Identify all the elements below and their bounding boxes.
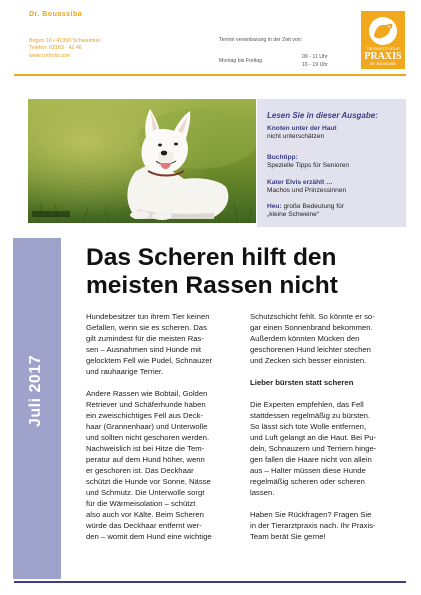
text-line: Team berät Sie gerne! xyxy=(250,532,326,541)
article-subheading: Lieber bürsten statt scheren xyxy=(250,378,354,387)
paragraph xyxy=(250,399,406,498)
text-line: Haben Sie Rückfragen? Fragen Sie xyxy=(250,510,372,519)
hours-title: Termin vereinbarung in der Zeit von: xyxy=(219,37,303,43)
paragraph xyxy=(86,311,240,377)
text-line: gen fallen die Haare nicht von allein xyxy=(250,455,372,464)
hours-days: Montag bis Freitag xyxy=(219,58,262,64)
text-line: gar einen Sonnenbrand bekommen. xyxy=(250,323,373,332)
article-column-right xyxy=(250,311,406,553)
issue-item-highlight: Knoten unter der Haut xyxy=(267,125,337,132)
hours-evening: 16 - 19 Uhr xyxy=(302,61,328,68)
issue-item[interactable] xyxy=(267,203,344,220)
article-column-left xyxy=(86,311,240,553)
headline-line-2: meisten Rassen nicht xyxy=(86,272,338,299)
pet-silhouette-icon xyxy=(368,16,398,46)
text-line: Hundebesitzer tun ihrem Tier keinen xyxy=(86,312,210,321)
text-line: sen – Ausnahmen sind Hunde mit xyxy=(86,345,201,354)
text-line: peratur auf dem Hund höher, wenn xyxy=(86,455,205,464)
text-line: So lässt sich tote Wolle entfernen, xyxy=(250,422,367,431)
dog-photo xyxy=(28,99,256,223)
text-line: und rauhaarige Terrier. xyxy=(86,367,164,376)
text-line: Andere Rassen wie Bobtail, Golden xyxy=(86,389,208,398)
hours-morning: 09 - 11 Uhr xyxy=(302,54,328,60)
issue-item-highlight: Heu: xyxy=(267,203,282,210)
practice-address xyxy=(29,38,100,60)
headline-line-1: Das Scheren hilft den xyxy=(86,244,337,271)
text-line: und Schmutz. Die Unterwolle sorgt xyxy=(86,488,205,497)
text-line: aus – Halter müssen diese Hunde xyxy=(250,466,366,475)
issue-item-text: Machos und Prinzessinnen xyxy=(267,187,347,195)
text-line: Retriever und Schäferhunde haben xyxy=(86,400,206,409)
text-line: stattdessen regelmäßig zu bürsten. xyxy=(250,411,371,420)
text-line: schützt die Hunde vor Sonne, Nässe xyxy=(86,477,211,486)
paragraph xyxy=(86,388,240,542)
practice-logo xyxy=(361,11,405,69)
text-line: er geschoren ist. Das Deckhaar xyxy=(86,466,194,475)
text-line: für die Wärmeisolation – schützt xyxy=(86,499,196,508)
text-line: und Luft gelangt an die Haut. Bei Pu- xyxy=(250,433,377,442)
text-line: Die Experten empfehlen, das Fell xyxy=(250,400,364,409)
hours-times xyxy=(302,54,328,70)
text-line: regelmäßig scheren oder scheren xyxy=(250,477,365,486)
logo-line-3: DR. BOUASSIBA xyxy=(369,62,397,66)
text-line: und sollten nicht geschoren werden. xyxy=(86,433,210,442)
issue-item[interactable] xyxy=(267,154,349,171)
text-line: in der Tierarztpraxis nach. Ihr Praxis- xyxy=(250,521,376,530)
text-line: und Zecken sich besser einnisten. xyxy=(250,356,367,365)
address-line: Birgen 10 • 41366 Schwalmtal xyxy=(29,38,100,44)
text-line: Außerdem könnten Mücken den xyxy=(250,334,360,343)
issue-item-text: nicht unterschätzen xyxy=(267,133,325,141)
text-line: den – womit dem Hund eine wichtige xyxy=(86,532,212,541)
text-line: gilt zumindest für die meisten Ras- xyxy=(86,334,204,343)
text-line: Schutzschicht fehlt. So könnte er so- xyxy=(250,312,375,321)
issue-item-text-2: „kleine Schweine“ xyxy=(267,211,320,219)
logo-line-2: PRAXIS xyxy=(364,51,402,62)
issue-title: Lesen Sie in dieser Ausgabe: xyxy=(267,111,378,120)
logo-line-1: TIERÄRZTLICHE xyxy=(366,46,400,51)
header-divider xyxy=(14,74,406,76)
issue-item-highlight: Kater Elvis erzählt … xyxy=(267,179,333,186)
text-line: Gefallen, wenn sie es scheren. Das xyxy=(86,323,207,332)
paragraph xyxy=(250,311,406,366)
issue-item-text: große Bedeutung für xyxy=(283,203,344,210)
paragraph xyxy=(250,509,406,542)
text-line: würde das Deckhaar entfernt wer- xyxy=(86,521,202,530)
phone-line: Telefon: 02163 - 42 46 xyxy=(29,45,82,52)
issue-item-text: Spezielle Tipps für Senioren xyxy=(267,162,350,170)
practice-name: Dr. Bouassiba xyxy=(29,11,83,18)
text-line: gelocktem Fell wie Pudel, Schnauzer xyxy=(86,356,213,365)
article-headline xyxy=(86,244,406,300)
text-line: geschorenen Hund leichter stechen xyxy=(250,345,371,354)
issue-item-highlight: Buchtipp: xyxy=(267,154,298,161)
issue-month: Juli 2017 xyxy=(27,354,44,427)
text-line: haar (Grannenhaar) und Unterwolle xyxy=(86,422,208,431)
text-line: also auch vor Kälte. Beim Scheren xyxy=(86,510,204,519)
text-line: ein zweischichtiges Fell aus Deck- xyxy=(86,411,204,420)
text-line: Nachweislich ist bei Hitze die Tem- xyxy=(86,444,205,453)
website-link[interactable]: www.cothold.com xyxy=(29,52,71,59)
issue-item[interactable] xyxy=(267,179,346,196)
issue-item[interactable] xyxy=(267,125,337,142)
footer-divider xyxy=(14,581,406,583)
text-line: deln, Schnauzern und Terriern hinge- xyxy=(250,444,377,453)
text-line: lassen. xyxy=(250,488,275,497)
